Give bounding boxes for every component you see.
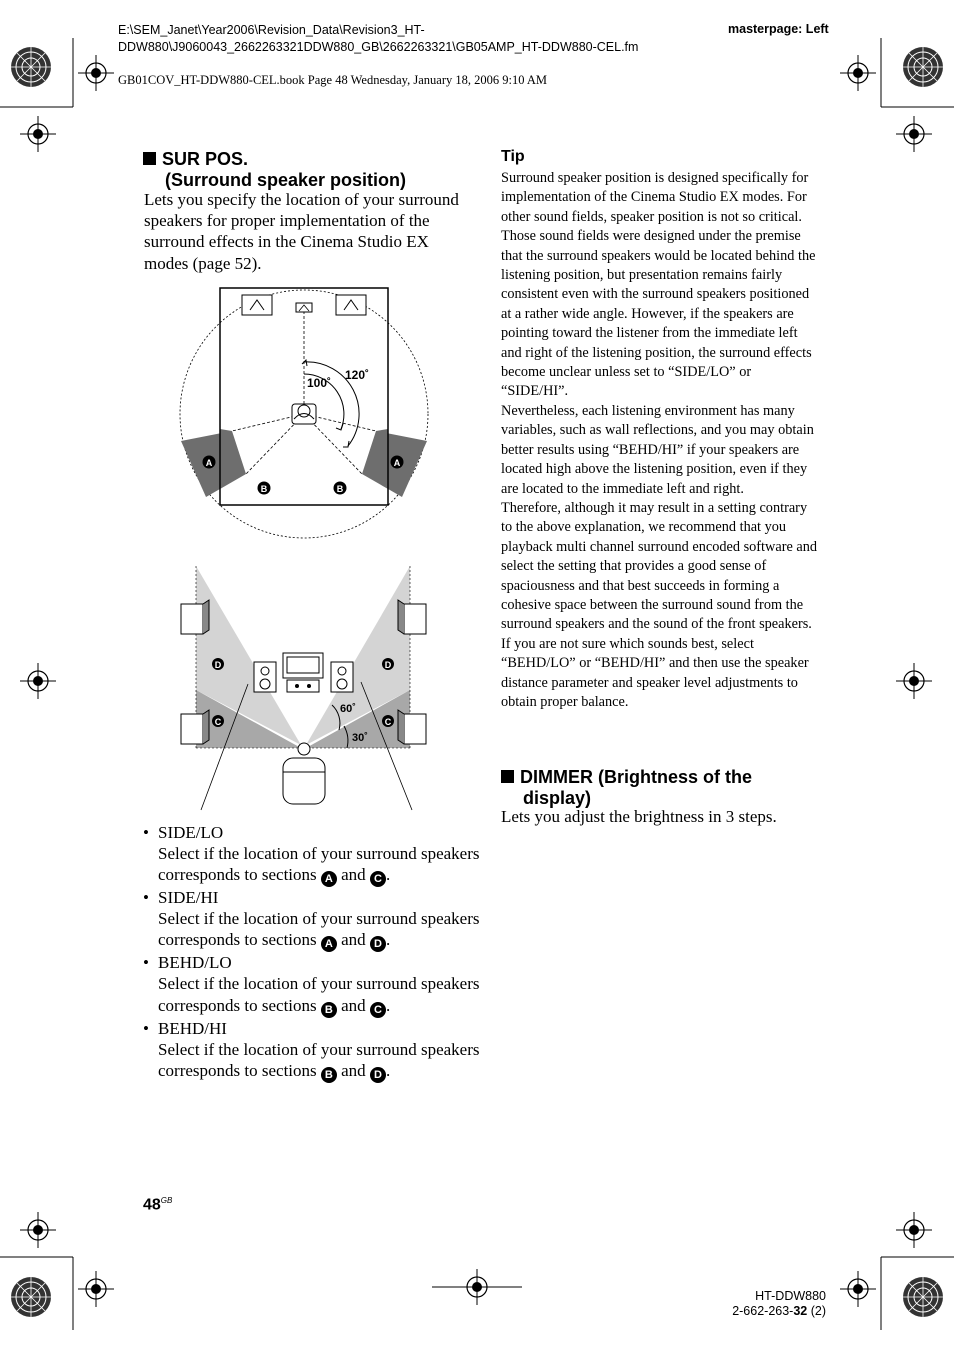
zone-d-left-label [212,658,224,670]
angle-120-label: 120˚ [345,368,370,382]
file-path-header [118,22,718,56]
registration-mark-icon [903,47,943,87]
section-b-badge: B [321,1002,337,1018]
tip-paragraph: Therefore, although it may result in a setting contrary to the above explanation, we recommend that you playback multi channel surround encoded software and select the setting that provides a good sense of spaciousness and that best succeeds in forming a cohesive space between the surround sound from the surround speakers and the sound of the front speakers. If you are not sure which sounds best, select “BEHD/LO” or “BEHD/HI” and then use the speaker distance parameter and speaker level adjustments to obtain proper balance. [501,499,818,710]
zone-c-left-label [212,715,224,727]
model-code [728,1289,826,1319]
part-number: 2-662-263-32 (2) [732,1304,826,1318]
dimmer-heading-line-2: display) [523,788,592,808]
option-side-lo: • SIDE/LO Select if the location of your surround speakers corresponds to sections A and C . [143,822,483,887]
registration-mark-icon [903,1277,943,1317]
tip-body [501,169,819,712]
front-right-speaker-icon [336,295,366,315]
registration-mark-icon [11,1277,51,1317]
svg-text:D: D [384,660,392,670]
listener-chair-icon [283,743,325,804]
svg-text:A: A [393,458,401,468]
surround-low-left-speaker-icon [181,710,209,744]
bullet-dot: • [143,953,149,973]
angle-60-label: 60˚ [340,703,356,715]
svg-text:C: C [384,717,392,727]
surround-high-right-speaker-icon [398,600,426,634]
option-side-hi: • SIDE/HI Select if the location of your surround speakers corresponds to sections A and D . [143,887,483,952]
sur-pos-heading-line-1: SUR POS. [162,149,249,169]
svg-text:A: A [205,458,213,468]
option-desc: Select if the location of your surround speakers corresponds to sections [158,909,480,950]
bullet-dot: • [143,1018,149,1038]
section-c-badge: C [370,871,386,887]
surround-angle-diagram [176,284,436,546]
center-speaker-icon [296,303,312,312]
model-name: HT-DDW880 [755,1289,826,1303]
listener-icon [292,404,316,424]
tip-paragraph: Those sound fields were designed under the premise that the surround speakers would be located behind the listening position, but presentation remains fairly consistent even with the surround speakers positioned at a rather wide angle. However, if the speakers are pointing toward the listener from the immediate left and right of the listening position, the surround effects become unclear unless set to “SIDE/LO” or “SIDE/HI”. [501,228,816,400]
tip-paragraph: Surround speaker position is designed specifically for implementation of the Cinema Studio EX modes. For other sound fields, speaker position is not so critical. [501,170,809,225]
angle-100-label: 100˚ [307,376,332,390]
section-b-badge: B [321,1067,337,1083]
option-behd-lo: • BEHD/LO Select if the location of your surround speakers corresponds to sections B and C . [143,952,483,1017]
svg-text:B: B [336,484,344,494]
option-desc: Select if the location of your surround speakers corresponds to sections [158,844,480,885]
section-c-badge: C [370,1002,386,1018]
section-d-badge: D [370,936,386,952]
svg-text:C: C [214,717,222,727]
front-left-speaker-icon [242,295,272,315]
dimmer-heading [501,767,821,809]
section-d-badge: D [370,1067,386,1083]
masterpage-label: masterpage: Left [728,22,829,36]
bullet-dot: • [143,888,149,908]
sur-pos-heading-line-2: (Surround speaker position) [165,170,407,190]
option-desc: Select if the location of your surround speakers corresponds to sections [158,1039,480,1080]
section-a-badge: A [321,871,337,887]
file-path-line-2: DDW880\J9060043_2662263321DDW880_GB\2662263321\GB05AMP_HT-DDW880-CEL.fm [118,40,639,54]
zone-a-left-label [203,456,216,469]
page-number: $48^{GB}$ [143,1196,173,1214]
option-behd-hi: • BEHD/HI Select if the location of your surround speakers corresponds to sections B and D . [143,1018,483,1083]
file-path-line-1: E:\SEM_Janet\Year2006\Revision_Data\Revision3_HT- [118,23,425,37]
zone-b-right-label [334,482,347,495]
book-info-line: GB01COV_HT-DDW880-CEL.book Page 48 Wednesday, January 18, 2006 9:10 AM [118,73,548,87]
surround-high-left-speaker-icon [181,600,209,634]
surround-height-diagram [176,560,438,814]
surround-low-right-speaker-icon [398,710,426,744]
option-name: SIDE/LO [158,823,224,842]
dimmer-body: Lets you adjust the brightness in 3 steps. [501,807,777,826]
dimmer-heading-line-1: DIMMER (Brightness of the [520,767,752,787]
section-a-badge: A [321,936,337,952]
option-name: BEHD/HI [158,1018,227,1038]
option-desc: Select if the location of your surround speakers corresponds to sections [158,974,480,1015]
square-bullet-icon [143,152,156,165]
zone-b-left-label [258,482,271,495]
sur-pos-heading [143,149,473,191]
tip-title: Tip [501,148,525,165]
svg-text:D: D [214,660,222,670]
zone-d-right-label [382,658,394,670]
sur-pos-options-list [143,822,483,1083]
registration-mark-icon [11,47,51,87]
square-bullet-icon [501,770,514,783]
svg-text:B: B [260,484,268,494]
angle-30-label: 30˚ [352,732,368,744]
option-name: BEHD/LO [158,953,232,973]
zone-c-right-label [382,715,394,727]
bullet-dot: • [143,823,149,842]
zone-a-right-label [391,456,404,469]
tip-paragraph: Nevertheless, each listening environment has many variables, such as wall reflections, and you may obtain better results using “BEHD/HI” if your speakers are located high above the listening position, even if they are located to the immediate left and right. [501,402,814,497]
option-name: SIDE/HI [158,888,219,908]
front-system-icon [254,653,353,692]
sur-pos-body: Lets you specify the location of your surround speakers for proper implementation of the surround effects in the Cinema Studio EX modes (page 52). [144,190,459,273]
